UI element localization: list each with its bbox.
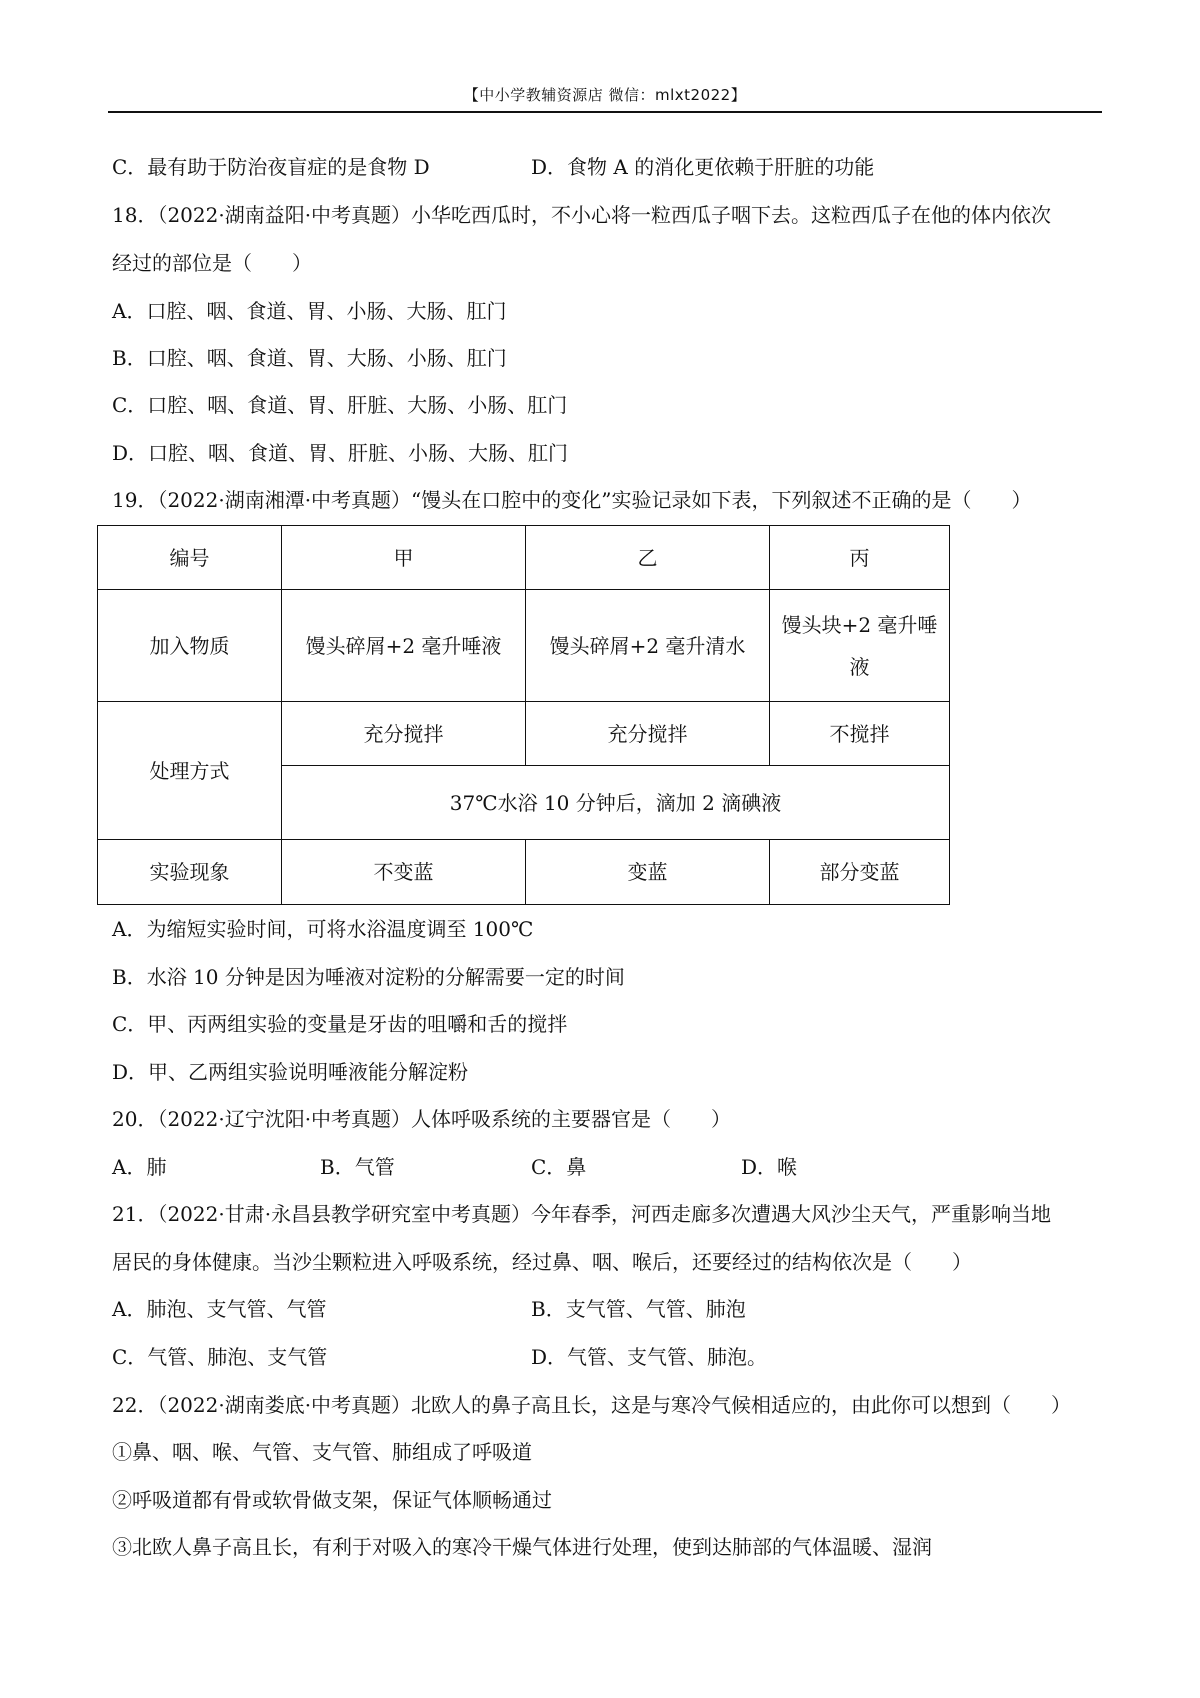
table-cell: 不搅拌 <box>770 702 950 766</box>
table-row <box>98 590 950 702</box>
table-cell: 馒头碎屑+2 毫升清水 <box>526 590 770 702</box>
q18-stem-line1: 18．（2022·湖南益阳·中考真题）小华吃西瓜时，不小心将一粒西瓜子咽下去。这粒西瓜子在他的体内依次 <box>112 203 1052 227</box>
q19-option-b: B．水浴 10 分钟是因为唾液对淀粉的分解需要一定的时间 <box>112 965 625 989</box>
table-cell: 乙 <box>526 526 770 590</box>
q19-stem: 19．（2022·湖南湘潭·中考真题）“馒头在口腔中的变化”实验记录如下表，下列叙述不正确的是（ ） <box>112 488 1032 512</box>
table-cell: 甲 <box>282 526 526 590</box>
q21-stem-line1: 21．（2022·甘肃·永昌县教学研究室中考真题）今年春季，河西走廊多次遭遇大风沙尘天气，严重影响当地 <box>112 1202 1052 1226</box>
table-header-row <box>98 526 950 590</box>
q21-stem-line2: 居民的身体健康。当沙尘颗粒进入呼吸系统，经过鼻、咽、喉后，还要经过的结构依次是（ ） <box>112 1250 972 1274</box>
q21-option-c: C．气管、肺泡、支气管 <box>112 1345 328 1369</box>
table-cell: 编号 <box>98 526 282 590</box>
table-cell: 处理方式 <box>98 702 282 840</box>
q21-option-b: B．支气管、气管、肺泡 <box>531 1297 746 1321</box>
q18-option-b: B．口腔、咽、食道、胃、大肠、小肠、肛门 <box>112 346 507 370</box>
table-cell: 不变蓝 <box>282 840 526 905</box>
table-cell: 馒头块+2 毫升唾液 <box>770 590 950 702</box>
q19-option-c: C．甲、丙两组实验的变量是牙齿的咀嚼和舌的搅拌 <box>112 1012 568 1036</box>
table-row <box>98 840 950 905</box>
q19-option-a: A．为缩短实验时间，可将水浴温度调至 100℃ <box>112 917 534 941</box>
table-cell: 变蓝 <box>526 840 770 905</box>
q22-stem: 22．（2022·湖南娄底·中考真题）北欧人的鼻子高且长，这是与寒冷气候相适应的，由此你可以想到（ ） <box>112 1393 1072 1417</box>
q18-option-c: C．口腔、咽、食道、胃、肝脏、大肠、小肠、肛门 <box>112 393 568 417</box>
q21-option-d: D．气管、支气管、肺泡。 <box>531 1345 768 1369</box>
q20-option-d: D．喉 <box>741 1155 798 1179</box>
q17-option-c: C．最有助于防治夜盲症的是食物 D <box>112 155 430 179</box>
q18-stem-line2: 经过的部位是（ ） <box>112 251 312 275</box>
table-cell: 充分搅拌 <box>526 702 770 766</box>
table-cell: 部分变蓝 <box>770 840 950 905</box>
q18-option-d: D．口腔、咽、食道、胃、肝脏、小肠、大肠、肛门 <box>112 441 569 465</box>
q19-option-d: D．甲、乙两组实验说明唾液能分解淀粉 <box>112 1060 469 1084</box>
table-cell-merged: 37℃水浴 10 分钟后，滴加 2 滴碘液 <box>282 766 950 840</box>
q22-item-2: ②呼吸道都有骨或软骨做支架，保证气体顺畅通过 <box>112 1488 552 1512</box>
q20-option-a: A．肺 <box>112 1155 167 1179</box>
q20-option-b: B．气管 <box>320 1155 395 1179</box>
table-cell: 实验现象 <box>98 840 282 905</box>
table-cell: 馒头碎屑+2 毫升唾液 <box>282 590 526 702</box>
table-cell: 丙 <box>770 526 950 590</box>
table-cell: 充分搅拌 <box>282 702 526 766</box>
table-row <box>98 702 950 766</box>
q20-option-c: C．鼻 <box>531 1155 587 1179</box>
page-header: 【中小学教辅资源店 微信：mlxt2022】 <box>463 86 747 104</box>
q21-option-a: A．肺泡、支气管、气管 <box>112 1297 327 1321</box>
q22-item-3: ③北欧人鼻子高且长，有利于对吸入的寒冷干燥气体进行处理，使到达肺部的气体温暖、湿润 <box>112 1535 932 1559</box>
q18-option-a: A．口腔、咽、食道、胃、小肠、大肠、肛门 <box>112 299 507 323</box>
header-rule <box>108 111 1102 113</box>
q17-option-d: D．食物 A 的消化更依赖于肝脏的功能 <box>531 155 875 179</box>
experiment-table <box>97 525 950 905</box>
q20-stem: 20．（2022·辽宁沈阳·中考真题）人体呼吸系统的主要器官是（ ） <box>112 1107 732 1131</box>
q22-item-1: ①鼻、咽、喉、气管、支气管、肺组成了呼吸道 <box>112 1440 532 1464</box>
table-cell: 加入物质 <box>98 590 282 702</box>
